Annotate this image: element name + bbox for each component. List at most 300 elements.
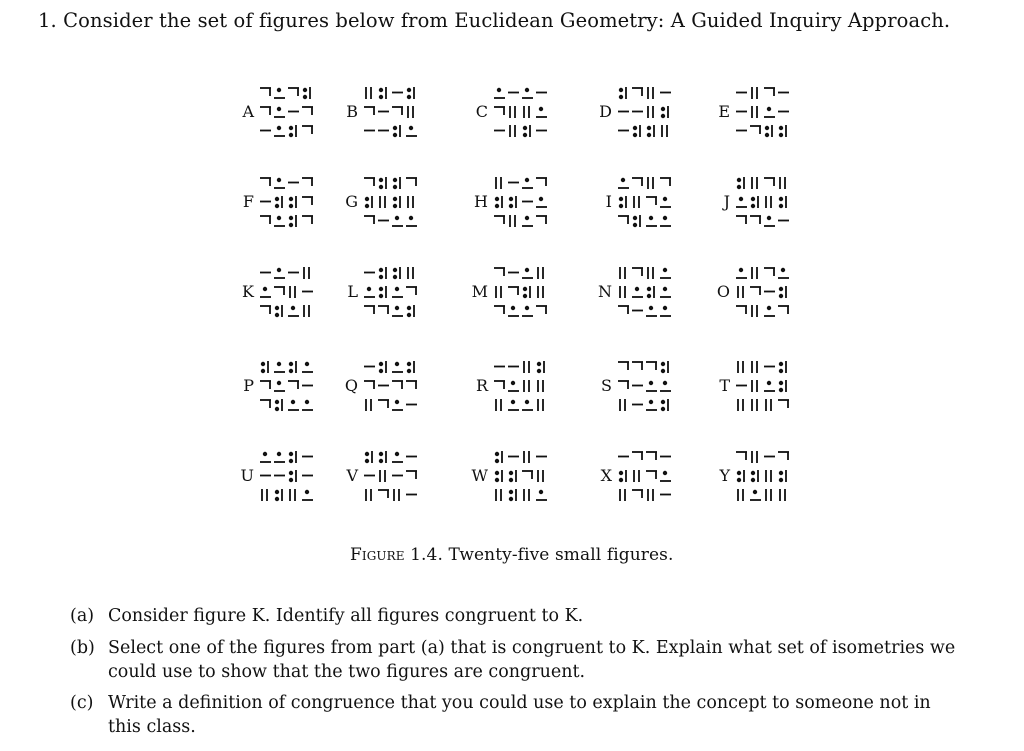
tile-segment: [408, 305, 414, 317]
tile-segment: [508, 401, 519, 410]
tile-segment: [494, 306, 505, 314]
figure-label: G: [345, 192, 358, 211]
tile-segment: [366, 451, 372, 463]
tile-segment: [366, 87, 371, 99]
tile-figure-o: [732, 261, 795, 323]
figure-label: U: [240, 466, 254, 485]
tile-segment: [302, 126, 313, 134]
figure-k: [232, 258, 352, 328]
tile-segment: [276, 196, 282, 208]
tile-segment: [778, 452, 789, 460]
tile-segment: [662, 125, 667, 137]
tile-segment: [750, 491, 761, 500]
tile-segment: [274, 127, 285, 136]
tile-figure-x: [614, 445, 677, 507]
figure-g: [336, 168, 456, 238]
tile-segment: [764, 108, 775, 117]
tile-segment: [522, 179, 533, 188]
tile-segment: [780, 125, 786, 137]
figure-label: X: [600, 466, 612, 485]
tile-segment: [536, 108, 547, 117]
figure-label: J: [723, 192, 730, 211]
tile-segment: [260, 178, 271, 186]
tile-segment: [260, 107, 271, 115]
caption-text: Twenty-five small figures.: [448, 545, 674, 565]
tile-segment: [752, 361, 757, 373]
tile-segment: [408, 87, 414, 99]
tile-segment: [378, 306, 389, 314]
tile-segment: [290, 215, 296, 227]
tile-segment: [380, 286, 386, 298]
figure-v: [336, 442, 456, 512]
tile-segment: [392, 453, 403, 462]
tile-segment: [408, 361, 414, 373]
tile-segment: [366, 196, 372, 208]
tile-segment: [408, 196, 413, 208]
tile-figure-k: [256, 261, 319, 323]
tile-segment: [752, 380, 757, 392]
tile-segment: [620, 286, 625, 298]
tile-segment: [364, 288, 375, 297]
tile-figure-a: [256, 81, 319, 143]
tile-segment: [766, 470, 771, 482]
tile-figure-l: [360, 261, 423, 323]
tile-segment: [304, 267, 309, 279]
tile-segment: [778, 400, 789, 408]
tile-segment: [392, 381, 403, 389]
tile-segment: [634, 125, 640, 137]
tile-segment: [276, 399, 282, 411]
tile-segment: [764, 217, 775, 226]
tile-segment: [380, 470, 385, 482]
tile-segment: [618, 362, 629, 370]
tile-segment: [780, 380, 786, 392]
tile-segment: [392, 363, 403, 372]
tile-figure-q: [360, 355, 423, 417]
figure-label: D: [599, 102, 612, 121]
tile-segment: [648, 489, 653, 501]
tile-segment: [524, 125, 530, 137]
tile-segment: [538, 399, 543, 411]
tile-segment: [288, 88, 299, 96]
tile-segment: [496, 196, 502, 208]
tile-figure-r: [490, 355, 553, 417]
tile-segment: [766, 125, 772, 137]
figure-label: M: [471, 282, 488, 301]
figure-j: [708, 168, 828, 238]
tile-segment: [778, 306, 789, 314]
figure-p: [232, 352, 352, 422]
tile-segment: [364, 178, 375, 186]
tile-segment: [508, 382, 519, 391]
tile-segment: [662, 399, 668, 411]
tile-segment: [536, 178, 547, 186]
tile-segment: [536, 198, 547, 207]
tile-segment: [764, 268, 775, 276]
tile-figure-p: [256, 355, 319, 417]
tile-segment: [646, 307, 657, 316]
tile-segment: [380, 361, 386, 373]
tile-segment: [274, 382, 285, 391]
tile-segment: [380, 87, 386, 99]
tile-segment: [522, 307, 533, 316]
part-a-label: (a): [70, 606, 95, 626]
tile-segment: [288, 401, 299, 410]
tile-figure-u: [256, 445, 319, 507]
tile-segment: [364, 107, 375, 115]
tile-segment: [780, 361, 786, 373]
tile-segment: [288, 307, 299, 316]
tile-segment: [302, 197, 313, 205]
figure-caption: [350, 545, 674, 565]
tile-segment: [662, 106, 668, 118]
tile-segment: [764, 178, 775, 186]
tile-segment: [274, 179, 285, 188]
tile-segment: [660, 178, 671, 186]
tile-segment: [274, 269, 285, 278]
tile-segment: [510, 106, 515, 118]
tile-segment: [632, 452, 643, 460]
figure-q: [336, 352, 456, 422]
tile-segment: [260, 400, 271, 408]
tile-segment: [406, 381, 417, 389]
tile-segment: [276, 489, 282, 501]
figure-label: B: [346, 102, 358, 121]
figure-d: [590, 78, 710, 148]
tile-segment: [380, 177, 386, 189]
tile-figure-d: [614, 81, 677, 143]
tile-segment: [380, 196, 385, 208]
tile-segment: [524, 489, 529, 501]
tile-segment: [276, 305, 282, 317]
problem-number: 1.: [38, 9, 57, 32]
tile-segment: [736, 216, 747, 224]
tile-segment: [366, 489, 371, 501]
tile-segment: [364, 216, 375, 224]
tile-segment: [494, 107, 505, 115]
tile-segment: [290, 286, 295, 298]
tile-segment: [304, 305, 309, 317]
tile-segment: [302, 107, 313, 115]
tile-segment: [538, 470, 543, 482]
figure-label: W: [471, 466, 488, 485]
figure-f: [232, 168, 352, 238]
tile-segment: [510, 215, 515, 227]
tile-segment: [392, 288, 403, 297]
figure-label: H: [474, 192, 488, 211]
tile-segment: [290, 470, 296, 482]
tile-segment: [522, 217, 533, 226]
tile-segment: [378, 490, 389, 498]
tile-segment: [620, 489, 625, 501]
tile-segment: [394, 196, 400, 208]
tile-segment: [538, 267, 543, 279]
figure-c: [466, 78, 586, 148]
figure-label: I: [605, 192, 612, 211]
tile-segment: [496, 451, 502, 463]
tile-segment: [496, 470, 502, 482]
tile-segment: [494, 268, 505, 276]
figure-a: [232, 78, 352, 148]
figure-u: [232, 442, 352, 512]
figure-n: [590, 258, 710, 328]
tile-segment: [290, 489, 295, 501]
figure-x: [590, 442, 710, 512]
tile-segment: [510, 489, 516, 501]
tile-segment: [738, 399, 743, 411]
tile-segment: [364, 306, 375, 314]
tile-segment: [524, 286, 530, 298]
tile-segment: [260, 453, 271, 462]
figure-label: O: [716, 282, 730, 301]
tile-figure-b: [360, 81, 423, 143]
tile-segment: [736, 269, 747, 278]
tile-segment: [260, 216, 271, 224]
tile-segment: [752, 196, 758, 208]
tile-segment: [646, 471, 657, 479]
tile-segment: [646, 362, 657, 370]
tile-segment: [302, 363, 313, 372]
tile-segment: [632, 490, 643, 498]
tile-segment: [538, 380, 543, 392]
figure-b: [336, 78, 456, 148]
tile-segment: [406, 471, 417, 479]
tile-segment: [496, 286, 501, 298]
tile-segment: [620, 196, 626, 208]
tile-figure-h: [490, 171, 553, 233]
tile-segment: [646, 197, 657, 205]
tile-segment: [274, 108, 285, 117]
tile-segment: [752, 267, 757, 279]
tile-segment: [648, 177, 653, 189]
tile-figure-f: [256, 171, 319, 233]
tile-segment: [648, 267, 653, 279]
tile-figure-c: [490, 81, 553, 143]
tile-segment: [508, 287, 519, 295]
tile-segment: [662, 361, 668, 373]
tile-figure-s: [614, 355, 677, 417]
tile-segment: [618, 216, 629, 224]
figure-l: [336, 258, 456, 328]
tile-segment: [406, 127, 417, 136]
tile-segment: [648, 106, 653, 118]
tile-segment: [778, 269, 789, 278]
figure-t: [708, 352, 828, 422]
figure-label: V: [346, 466, 358, 485]
figure-y: [708, 442, 828, 512]
tile-segment: [408, 267, 413, 279]
tile-segment: [618, 306, 629, 314]
tile-segment: [302, 216, 313, 224]
tile-figure-m: [490, 261, 553, 323]
part-b-text: Select one of the figures from part (a) that is congruent to K. Explain what set of isometries we could use to show that the two figures are congruent.: [108, 638, 956, 682]
figure-label: E: [718, 102, 730, 121]
tile-segment: [660, 288, 671, 297]
part-c-text: Write a definition of congruence that you could use to explain the concept to someone not in this class.: [108, 693, 931, 737]
tile-segment: [366, 399, 371, 411]
figure-r: [466, 352, 586, 422]
figure-label: A: [242, 102, 254, 121]
tile-segment: [538, 286, 543, 298]
tile-segment: [632, 288, 643, 297]
tile-segment: [780, 470, 786, 482]
figure-h: [466, 168, 586, 238]
tile-segment: [750, 126, 761, 134]
tile-segment: [496, 399, 501, 411]
tile-segment: [780, 196, 786, 208]
tile-figure-n: [614, 261, 677, 323]
tile-segment: [660, 382, 671, 391]
tile-segment: [766, 196, 771, 208]
tile-segment: [634, 196, 639, 208]
tile-segment: [524, 380, 529, 392]
figure-w: [466, 442, 586, 512]
figure-label: P: [243, 376, 254, 395]
tile-segment: [274, 287, 285, 295]
tile-segment: [494, 89, 505, 98]
tile-segment: [736, 306, 747, 314]
tile-segment: [738, 177, 744, 189]
tile-segment: [262, 489, 267, 501]
tile-figure-j: [732, 171, 795, 233]
tile-segment: [536, 491, 547, 500]
tile-segment: [646, 217, 657, 226]
tile-figure-i: [614, 171, 677, 233]
tile-segment: [536, 216, 547, 224]
tile-segment: [766, 399, 771, 411]
tile-segment: [648, 125, 654, 137]
tile-segment: [290, 125, 296, 137]
tile-segment: [302, 491, 313, 500]
tile-segment: [394, 267, 400, 279]
tile-segment: [780, 177, 785, 189]
tile-segment: [752, 177, 757, 189]
tile-segment: [524, 106, 529, 118]
figure-label: Y: [719, 466, 730, 485]
tile-segment: [302, 401, 313, 410]
tile-segment: [648, 286, 654, 298]
tile-segment: [364, 381, 375, 389]
tile-segment: [646, 401, 657, 410]
tile-segment: [522, 401, 533, 410]
part-c-label: (c): [70, 693, 94, 713]
tile-segment: [510, 196, 516, 208]
tile-segment: [274, 363, 285, 372]
tile-segment: [780, 286, 786, 298]
tile-segment: [660, 307, 671, 316]
caption-label: Figure 1.4.: [350, 545, 443, 565]
tile-segment: [648, 87, 653, 99]
tile-segment: [632, 268, 643, 276]
tile-figure-e: [732, 81, 795, 143]
figure-label: F: [242, 192, 254, 211]
tile-segment: [764, 307, 775, 316]
tile-segment: [394, 489, 399, 501]
figure-label: L: [347, 282, 358, 301]
tile-segment: [620, 267, 625, 279]
tile-segment: [736, 452, 747, 460]
tile-segment: [496, 489, 501, 501]
tile-segment: [660, 217, 671, 226]
figure-label: Q: [344, 376, 358, 395]
tile-segment: [290, 361, 296, 373]
tile-segment: [304, 87, 310, 99]
tile-segment: [302, 178, 313, 186]
tile-segment: [536, 306, 547, 314]
tile-segment: [288, 381, 299, 389]
tile-figure-g: [360, 171, 423, 233]
tile-segment: [738, 286, 743, 298]
tile-segment: [408, 106, 413, 118]
tile-segment: [524, 361, 529, 373]
figure-i: [590, 168, 710, 238]
tile-segment: [380, 451, 386, 463]
tile-segment: [646, 452, 657, 460]
tile-figure-t: [732, 355, 795, 417]
tile-segment: [274, 89, 285, 98]
figure-label: R: [475, 376, 488, 395]
tile-figure-v: [360, 445, 423, 507]
tile-segment: [524, 451, 529, 463]
tile-segment: [510, 125, 515, 137]
tile-segment: [522, 89, 533, 98]
tile-segment: [634, 470, 639, 482]
tile-segment: [274, 453, 285, 462]
tile-segment: [752, 305, 757, 317]
tile-segment: [522, 471, 533, 479]
tile-segment: [522, 269, 533, 278]
tile-segment: [406, 287, 417, 295]
tile-segment: [508, 307, 519, 316]
tile-segment: [618, 179, 629, 188]
tile-segment: [394, 125, 400, 137]
tile-segment: [738, 470, 744, 482]
part-b-label: (b): [70, 638, 95, 658]
tile-segment: [392, 107, 403, 115]
tile-segment: [260, 381, 271, 389]
tile-segment: [766, 489, 771, 501]
tile-segment: [620, 470, 626, 482]
tile-segment: [752, 87, 757, 99]
part-a-text: Consider figure K. Identify all figures congruent to K.: [108, 606, 584, 626]
tile-segment: [780, 489, 785, 501]
tile-segment: [632, 178, 643, 186]
tile-segment: [262, 361, 268, 373]
tile-segment: [260, 88, 271, 96]
tile-segment: [738, 361, 743, 373]
problem-text: Consider the set of figures below from Euclidean Geometry: A Guided Inquiry Approach.: [63, 9, 951, 32]
tile-figure-y: [732, 445, 795, 507]
tile-segment: [632, 362, 643, 370]
tile-segment: [750, 216, 761, 224]
tile-segment: [646, 382, 657, 391]
tile-segment: [752, 106, 757, 118]
tile-segment: [290, 196, 296, 208]
figure-o: [708, 258, 828, 328]
tile-figure-w: [490, 445, 553, 507]
tile-segment: [274, 217, 285, 226]
tile-segment: [632, 88, 643, 96]
tile-segment: [378, 400, 389, 408]
figure-label: N: [598, 282, 612, 301]
tile-segment: [290, 451, 296, 463]
tile-segment: [494, 381, 505, 389]
tile-segment: [660, 269, 671, 278]
tile-segment: [736, 198, 747, 207]
figure-s: [590, 352, 710, 422]
tile-segment: [764, 382, 775, 391]
figure-label: C: [475, 102, 488, 121]
